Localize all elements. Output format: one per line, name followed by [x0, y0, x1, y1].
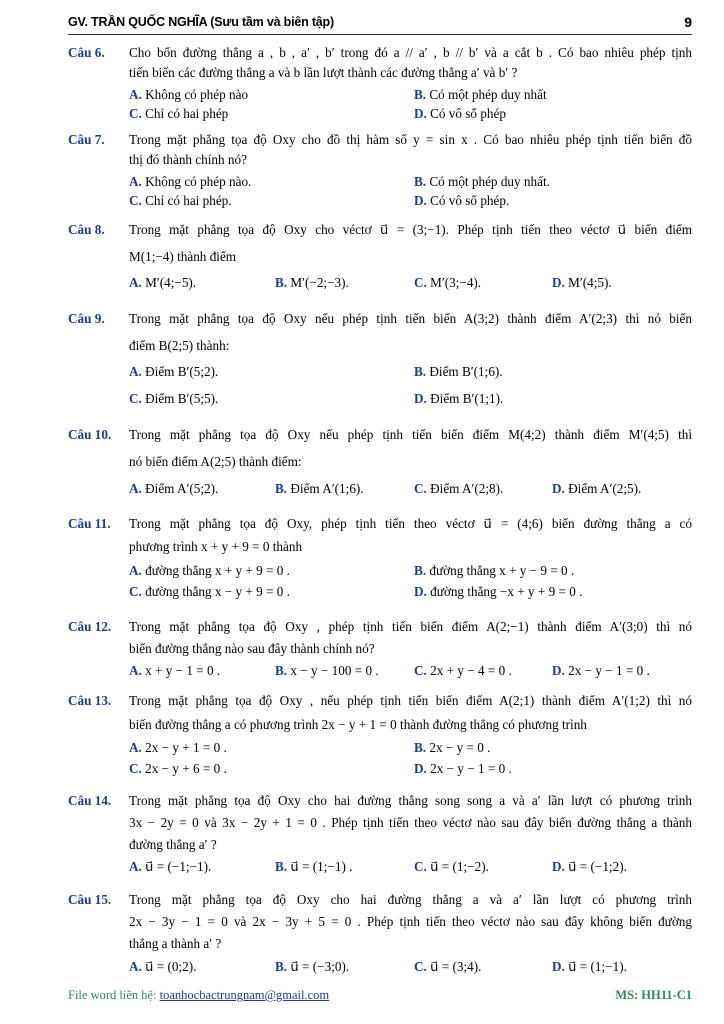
option-text: u⃗ = (−1;2).: [568, 859, 627, 874]
option-text: Điểm B′(5;2).: [145, 364, 219, 379]
option-b[interactable]: [414, 87, 547, 103]
option-text: Điểm A′(2;5).: [568, 481, 642, 496]
option-c[interactable]: [129, 193, 232, 209]
question-text-line: Trong mặt phẳng tọa độ Oxy , nếu phép tịnh tiến biến điểm A(2;1) thành điểm A′(1;2) thì nó: [129, 693, 692, 708]
question-text-line: Trong mặt phẳng tọa độ Oxy cho đồ thị hàm số y = sin x . Có bao nhiêu phép tịnh tiến biến đồ: [129, 132, 692, 147]
option-text: M′(4;−5).: [145, 275, 197, 290]
option-letter: B.: [275, 959, 288, 974]
option-letter: C.: [414, 859, 427, 874]
option-letter: B.: [414, 364, 427, 379]
option-text: Điểm A′(2;8).: [430, 481, 504, 496]
option-letter: D.: [414, 584, 427, 599]
option-b[interactable]: [275, 275, 349, 291]
option-text: Không có phép nào: [145, 87, 249, 102]
option-letter: C.: [414, 663, 427, 678]
question-text-line: 2x − 3y − 1 = 0 và 2x − 3y + 5 = 0 . Phép tịnh tiến theo véctơ nào sau đây không biến đường: [129, 914, 692, 929]
option-text: 2x − y − 1 = 0 .: [568, 663, 650, 678]
question-text-line: Trong mặt phẳng tọa độ Oxy nếu phép tịnh tiến biến A(3;2) thành điểm A′(2;3) thì nó biến: [129, 311, 692, 326]
question-text-line: Trong mặt phẳng tọa độ Oxy nếu phép tịnh tiến biến điểm M(4;2) thành điểm M′(4;5) thì: [129, 427, 692, 442]
option-letter: D.: [414, 391, 427, 406]
option-letter: C.: [129, 391, 142, 406]
option-b[interactable]: [275, 663, 379, 679]
option-a[interactable]: [129, 481, 218, 497]
question-number: Câu 6.: [68, 45, 105, 60]
option-c[interactable]: [129, 391, 218, 407]
option-letter: A.: [129, 740, 142, 755]
question-text-line: phương trình x + y + 9 = 0 thành: [129, 539, 303, 554]
option-b[interactable]: [414, 364, 503, 380]
option-letter: A.: [129, 87, 142, 102]
option-a[interactable]: [129, 174, 251, 190]
option-text: đường thẳng x + y + 9 = 0 .: [145, 563, 290, 578]
page-header: [68, 12, 692, 35]
question-text-line: tiến biến các đường thẳng a và b lần lượt thành các đường thẳng a′ và b′ ?: [129, 65, 518, 80]
option-letter: B.: [275, 481, 288, 496]
option-d[interactable]: [414, 584, 582, 600]
option-a[interactable]: [129, 740, 227, 756]
option-text: Không có phép nào.: [145, 174, 252, 189]
question-text-line: Trong mặt phẳng tọa độ Oxy cho hai đường thẳng a và a′ lần lượt có phương trình: [129, 892, 692, 907]
option-text: u⃗ = (1;−1) .: [290, 859, 353, 874]
option-letter: C.: [129, 584, 142, 599]
option-d[interactable]: [414, 391, 503, 407]
option-letter: A.: [129, 364, 142, 379]
option-text: 2x − y + 1 = 0 .: [145, 740, 227, 755]
option-text: Điểm B′(1;1).: [430, 391, 504, 406]
question-text-line: Trong mặt phẳng tọa độ Oxy cho hai đường thẳng song song a và a′ lần lượt có phương trình: [129, 793, 692, 808]
question-number: Câu 14.: [68, 793, 112, 808]
option-letter: D.: [552, 275, 565, 290]
option-text: u⃗ = (−3;0).: [290, 959, 350, 974]
option-b[interactable]: [275, 859, 352, 875]
option-letter: A.: [129, 959, 142, 974]
option-text: u⃗ = (3;4).: [430, 959, 482, 974]
footer-contact-label: File word liên hệ:: [68, 988, 160, 1002]
option-d[interactable]: [552, 275, 612, 291]
option-b[interactable]: [414, 563, 574, 579]
option-letter: A.: [129, 563, 142, 578]
question-number: Câu 9.: [68, 311, 105, 326]
option-d[interactable]: [552, 663, 650, 679]
option-a[interactable]: [129, 563, 290, 579]
option-letter: C.: [414, 481, 427, 496]
question-text-line: Cho bốn đường thẳng a , b , a′ , b′ trong đó a // a′ , b // b′ và a cắt b . Có bao nhiêu phép tịnh: [129, 45, 692, 60]
author-title: GV. TRẦN QUỐC NGHĨA (Sưu tầm và biên tập): [68, 15, 334, 29]
option-text: Chỉ có hai phép.: [145, 193, 232, 208]
option-a[interactable]: [129, 275, 196, 291]
option-b[interactable]: [275, 959, 349, 975]
question-number: Câu 11.: [68, 516, 111, 531]
footer-ms-code: MS: HH11-C1: [615, 988, 692, 1002]
option-d[interactable]: [552, 859, 627, 875]
option-letter: A.: [129, 859, 142, 874]
option-letter: D.: [552, 663, 565, 678]
option-a[interactable]: [129, 959, 196, 975]
question-text-line: Trong mặt phẳng tọa độ Oxy , phép tịnh tiến biến điểm A(2;−1) thành điểm A′(3;0) thì nó: [129, 619, 692, 634]
option-text: M′(−2;−3).: [290, 275, 349, 290]
option-letter: C.: [129, 193, 142, 208]
question-text-line: biến đường thẳng nào sau đây thành chính nó?: [129, 641, 375, 656]
option-text: Có một phép duy nhất.: [429, 174, 550, 189]
option-text: x − y − 100 = 0 .: [290, 663, 379, 678]
option-a[interactable]: [129, 663, 220, 679]
option-c[interactable]: [129, 584, 290, 600]
option-letter: D.: [552, 859, 565, 874]
option-d[interactable]: [414, 761, 512, 777]
option-text: Điểm A′(1;6).: [290, 481, 364, 496]
option-letter: A.: [129, 481, 142, 496]
question-text-line: thẳng a thành a′ ?: [129, 936, 222, 951]
option-text: Điểm B′(1;6).: [429, 364, 503, 379]
option-text: đường thẳng x − y + 9 = 0 .: [145, 584, 290, 599]
option-letter: A.: [129, 174, 142, 189]
option-letter: D.: [552, 481, 565, 496]
question-text-line: Trong mặt phẳng tọa độ Oxy cho véctơ u⃗ = (3;−1). Phép tịnh tiến theo véctơ u⃗ biến điểm: [129, 222, 692, 237]
question-text-line: nó biến điểm A(2;5) thành điểm:: [129, 454, 302, 469]
question-text-line: 3x − 2y = 0 và 3x − 2y + 1 = 0 . Phép tịnh tiến theo véctơ nào sau đây biến đường thẳng a thành: [129, 815, 692, 830]
footer-email-link[interactable]: toanhocbactrungnam@gmail.com: [159, 988, 330, 1002]
option-letter: B.: [275, 859, 288, 874]
question-number: Câu 8.: [68, 222, 105, 237]
option-text: M′(4;5).: [568, 275, 612, 290]
option-c[interactable]: [129, 761, 227, 777]
option-letter: B.: [414, 740, 427, 755]
question-text-line: thị đó thành chính nó?: [129, 152, 247, 167]
question-text-line: M(1;−4) thành điểm: [129, 249, 237, 264]
option-b[interactable]: [414, 174, 550, 190]
option-c[interactable]: [129, 106, 228, 122]
option-text: đường thẳng −x + y + 9 = 0 .: [430, 584, 583, 599]
option-letter: C.: [129, 761, 142, 776]
question-text-line: đường thẳng a′ ?: [129, 837, 217, 852]
option-letter: B.: [414, 563, 427, 578]
option-a[interactable]: [129, 364, 218, 380]
option-text: Chỉ có hai phép: [145, 106, 229, 121]
option-a[interactable]: [129, 87, 248, 103]
option-text: M′(3;−4).: [430, 275, 482, 290]
option-text: Có vô số phép.: [430, 193, 510, 208]
option-c[interactable]: [414, 663, 512, 679]
option-text: u⃗ = (1;−1).: [568, 959, 627, 974]
option-c[interactable]: [414, 481, 503, 497]
option-d[interactable]: [414, 106, 506, 122]
option-letter: A.: [129, 663, 142, 678]
option-text: Có vô số phép: [430, 106, 506, 121]
option-text: u⃗ = (1;−2).: [430, 859, 489, 874]
question-text-line: Trong mặt phẳng tọa độ Oxy, phép tịnh tiến theo véctơ u⃗ = (4;6) biến đường thẳng a có: [129, 516, 692, 531]
option-letter: C.: [414, 275, 427, 290]
option-letter: D.: [414, 106, 427, 121]
question-text-line: điểm B(2;5) thành:: [129, 338, 230, 353]
option-text: 2x + y − 4 = 0 .: [430, 663, 512, 678]
option-d[interactable]: [414, 193, 509, 209]
option-text: đường thẳng x + y − 9 = 0 .: [429, 563, 575, 578]
option-text: u⃗ = (−1;−1).: [145, 859, 212, 874]
option-text: Điểm B′(5;5).: [145, 391, 219, 406]
question-text-line: biến đường thẳng a có phương trình 2x − y + 1 = 0 thành đường thẳng có phương trình: [129, 717, 587, 732]
option-text: Có một phép duy nhất: [429, 87, 547, 102]
option-b[interactable]: [275, 481, 364, 497]
option-c[interactable]: [414, 959, 481, 975]
option-d[interactable]: [552, 481, 641, 497]
option-text: Điểm A′(5;2).: [145, 481, 219, 496]
page-number: 9: [684, 14, 692, 30]
question-number: Câu 12.: [68, 619, 112, 634]
option-a[interactable]: [129, 859, 211, 875]
question-number: Câu 13.: [68, 693, 112, 708]
option-text: 2x − y − 1 = 0 .: [430, 761, 512, 776]
option-letter: A.: [129, 275, 142, 290]
option-text: 2x − y + 6 = 0 .: [145, 761, 227, 776]
option-letter: C.: [129, 106, 142, 121]
option-letter: B.: [275, 663, 288, 678]
option-c[interactable]: [414, 275, 481, 291]
question-number: Câu 7.: [68, 132, 105, 147]
option-d[interactable]: [552, 959, 627, 975]
option-c[interactable]: [414, 859, 489, 875]
option-letter: D.: [552, 959, 565, 974]
option-letter: B.: [275, 275, 288, 290]
option-letter: D.: [414, 761, 427, 776]
option-letter: D.: [414, 193, 427, 208]
footer-contact: [68, 988, 329, 1003]
option-letter: B.: [414, 174, 427, 189]
question-number: Câu 15.: [68, 892, 112, 907]
option-letter: B.: [414, 87, 427, 102]
option-text: x + y − 1 = 0 .: [145, 663, 221, 678]
option-text: u⃗ = (0;2).: [145, 959, 197, 974]
option-letter: C.: [414, 959, 427, 974]
option-text: 2x − y = 0 .: [429, 740, 491, 755]
question-number: Câu 10.: [68, 427, 112, 442]
option-b[interactable]: [414, 740, 490, 756]
